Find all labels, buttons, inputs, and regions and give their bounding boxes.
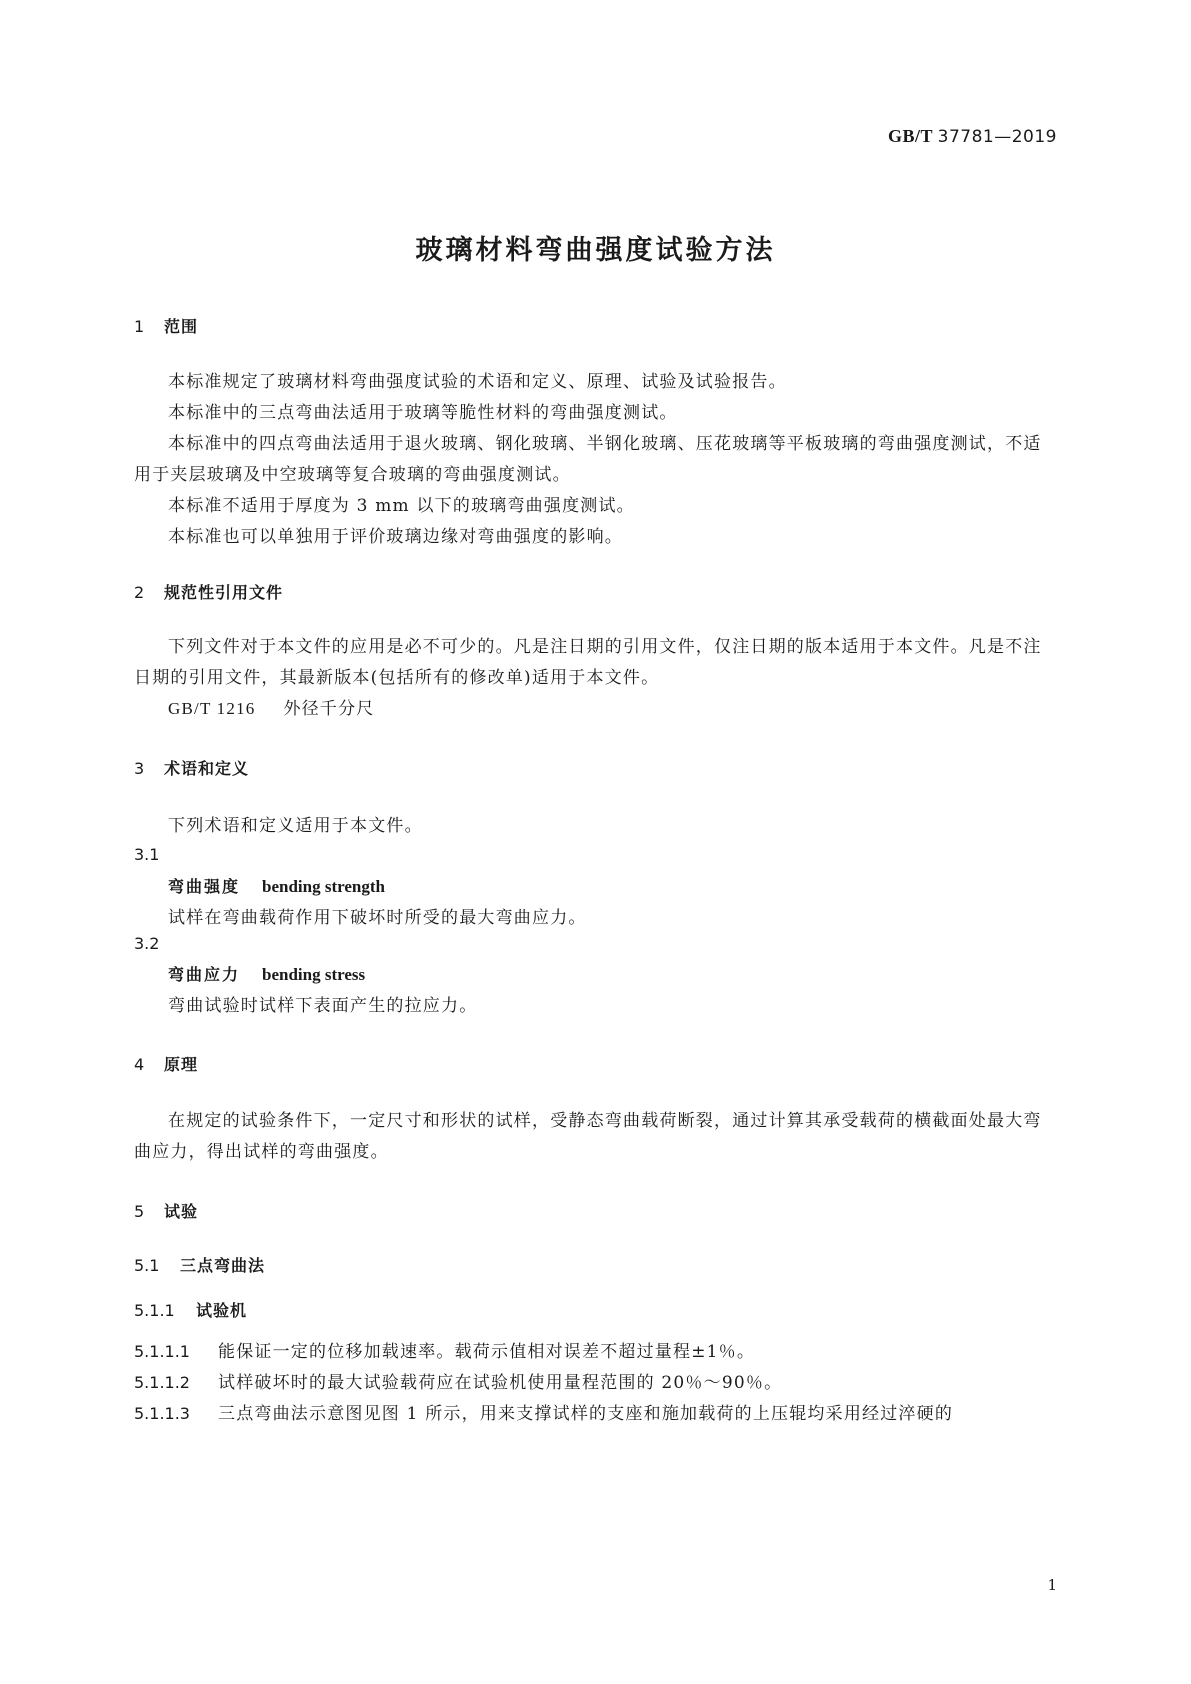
section-3-heading: 3 术语和定义 <box>134 759 250 778</box>
standard-number <box>888 126 1057 147</box>
term-1-definition: 试样在弯曲载荷作用下破坏时所受的最大弯曲应力。 <box>168 908 587 928</box>
term-1-number: 3.1 <box>134 845 160 864</box>
subsection-5-1-heading: 5.1 三点弯曲法 <box>134 1256 266 1275</box>
sec1-para-2: 本标准中的三点弯曲法适用于玻璃等脆性材料的弯曲强度测试。 <box>168 403 678 423</box>
sec1-para-3: 本标准中的四点弯曲法适用于退火玻璃、钢化玻璃、半钢化玻璃、压花玻璃等平板玻璃的弯曲强度测试，不适用于夹层玻璃及中空玻璃等复合玻璃的弯曲强度测试。 <box>134 434 1042 485</box>
subsection-5-1-1-heading: 5.1.1 试验机 <box>134 1301 248 1320</box>
clause-5-1-1-2: 5.1.1.2 试样破坏时的最大试验载荷应在试验机使用量程范围的 20％～90％。 <box>134 1373 783 1393</box>
std-code: GB/T <box>887 126 933 146</box>
term-2-definition: 弯曲试验时试样下表面产生的拉应力。 <box>168 996 478 1016</box>
section-1-heading: 1 范围 <box>134 317 199 336</box>
page-number: 1 <box>1047 1576 1057 1594</box>
clause-5-1-1-3: 5.1.1.3 三点弯曲法示意图见图 1 所示，用来支撑试样的支座和施加载荷的上压辊均采用经过淬硬的 <box>134 1404 954 1424</box>
section-2-heading: 2 规范性引用文件 <box>134 583 284 602</box>
sec1-para-4: 本标准不适用于厚度为 3 mm 以下的玻璃弯曲强度测试。 <box>168 496 635 516</box>
section-4-heading: 4 原理 <box>134 1055 199 1074</box>
clause-5-1-1-1: 5.1.1.1 能保证一定的位移加载速率。载荷示值相对误差不超过量程±1％。 <box>134 1342 756 1362</box>
term-1-title: 弯曲强度 bending strength <box>168 877 385 896</box>
sec3-intro: 下列术语和定义适用于本文件。 <box>168 816 423 836</box>
normative-reference: GB/T 1216 外径千分尺 <box>168 699 375 719</box>
std-year: 37781—2019 <box>937 127 1057 147</box>
sec4-para: 在规定的试验条件下，一定尺寸和形状的试样，受静态弯曲载荷断裂，通过计算其承受载荷的横截面处最大弯曲应力，得出试样的弯曲强度。 <box>134 1111 1042 1162</box>
sec2-para: 下列文件对于本文件的应用是必不可少的。凡是注日期的引用文件，仅注日期的版本适用于本文件。凡是不注日期的引用文件，其最新版本(包括所有的修改单)适用于本文件。 <box>134 637 1042 688</box>
sec1-para-1: 本标准规定了玻璃材料弯曲强度试验的术语和定义、原理、试验及试验报告。 <box>168 372 787 392</box>
sec1-para-5: 本标准也可以单独用于评价玻璃边缘对弯曲强度的影响。 <box>168 527 623 547</box>
document-title: 玻璃材料弯曲强度试验方法 <box>415 235 776 266</box>
term-2-number: 3.2 <box>134 934 160 953</box>
section-5-heading: 5 试验 <box>134 1202 199 1221</box>
term-2-title: 弯曲应力 bending stress <box>168 965 366 984</box>
